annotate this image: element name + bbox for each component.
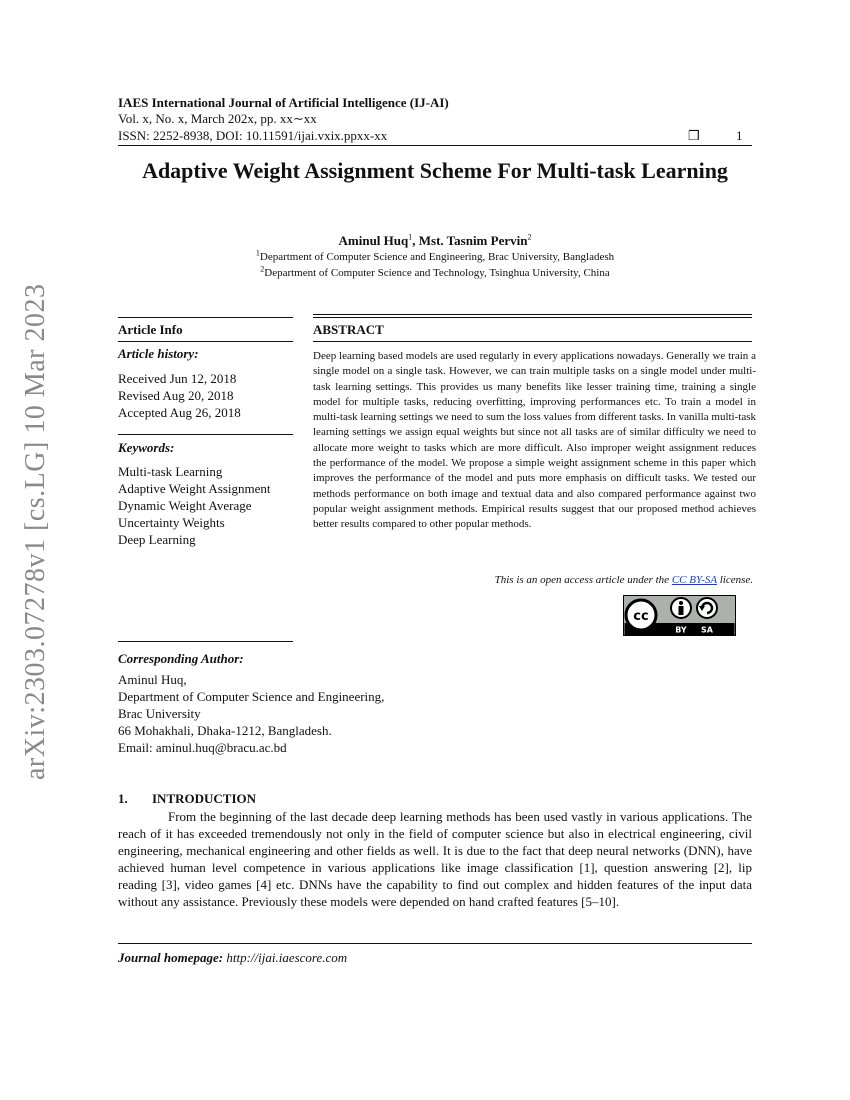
- cc-label: cc: [633, 609, 649, 624]
- corresponding-line: 66 Mohakhali, Dhaka-1212, Bangladesh.: [118, 723, 332, 738]
- affiliation-2-text: Department of Computer Science and Technology, Tsinghua University, China: [264, 267, 610, 279]
- box-icon: ❒: [688, 128, 700, 143]
- journal-issn-doi: ISSN: 2252-8938, DOI: 10.11591/ijai.vxix.ppxx-xx: [118, 128, 388, 143]
- abstract-text: Deep learning based models are used regularly in every applications nowadays. Generally we train a single model on a single task. However, we can train multiple tasks on a single model under multi-task learning settings. This provides us many benefits like lesser training time, training a single model for multiple tasks, reducing overfitting, improving performances etc. To train a model in multi-task learning settings we need to sum the loss values from different tasks. In vanilla multi-task learning settings we assign equal weights but since not all tasks are of similar difficulty we need to allocate more weight to tasks which are more difficult. Also improper weight assignment reduces the performance of the model. We propose a simple weight assignment scheme in this paper which improves the performance of the model and puts more emphasis on difficult tasks. We tested our methods performance on both image and textual data and also compared performance against two popular weight assignment methods. Empirical results suggest that our proposed method achieves better results compared to other popular methods.: [313, 350, 756, 531]
- journal-volume: Vol. x, No. x, March 202x, pp. xx∼xx: [118, 111, 317, 126]
- corresponding-line: Aminul Huq,: [118, 672, 187, 687]
- affiliation-1-text: Department of Computer Science and Engineering, Brac University, Bangladesh: [259, 251, 615, 263]
- intro-heading: [118, 791, 256, 807]
- keyword-item: Adaptive Weight Assignment: [118, 481, 271, 496]
- article-info-top-rule: [118, 317, 293, 318]
- intro-paragraph: From the beginning of the last decade deep learning methods has been used vastly in various applications. The reach of it has exceeded tremendously not only in the field of computer science but also in electrical engineering, civil engineering, mechanical engineering and other fields as well. It is due to the fact that deep neural networks (DNN), have achieved human level competence in various applications like image classification [1], question answering [2], lip reading [3], video games [4] etc. DNNs have the capability to find out complex and hidden features of the input data without any assistance. Previously these models were depended on hand crafted features [5–10].: [118, 809, 752, 909]
- arxiv-stamp: arXiv:2303.07278v1 [cs.LG] 10 Mar 2023: [20, 283, 51, 780]
- keywords-rule: [118, 434, 293, 435]
- affiliation-1-mark: 1: [255, 248, 260, 258]
- corresponding-line: Department of Computer Science and Engineering,: [118, 689, 385, 704]
- history-received: Received Jun 12, 2018: [118, 371, 237, 386]
- history-accepted: Accepted Aug 26, 2018: [118, 405, 241, 420]
- author-2-affiliation-mark: 2: [527, 232, 532, 242]
- license-statement: [495, 574, 753, 586]
- license-link[interactable]: CC BY-SA: [671, 574, 717, 586]
- page-number: 1: [736, 128, 743, 143]
- abstract-top-rule-2: [313, 317, 752, 318]
- keyword-item: Multi-task Learning: [118, 464, 223, 479]
- article-info-rule: [118, 341, 293, 342]
- license-prefix: This is an open access article under the: [494, 574, 672, 586]
- abstract-heading: ABSTRACT: [313, 322, 384, 337]
- affiliation-1: [118, 250, 752, 264]
- keyword-item: Deep Learning: [118, 532, 196, 547]
- affiliation-2: [118, 266, 752, 280]
- abstract-rule: [313, 341, 752, 342]
- author-1: Aminul Huq: [338, 233, 409, 248]
- author-2: Mst. Tasnim Pervin: [418, 233, 528, 248]
- article-history-label: Article history:: [118, 346, 199, 361]
- keywords-list: [118, 463, 271, 548]
- journal-name: IAES International Journal of Artificial Intelligence (IJ-AI): [118, 95, 449, 110]
- article-history-list: [118, 370, 241, 421]
- corresponding-heading: Corresponding Author:: [118, 651, 244, 666]
- author-line: [118, 233, 752, 249]
- affiliation-2-mark: 2: [260, 264, 265, 274]
- sa-label: SA: [701, 625, 713, 635]
- keywords-label: Keywords:: [118, 440, 175, 455]
- article-info-heading: Article Info: [118, 322, 183, 337]
- corresponding-line: Brac University: [118, 706, 201, 721]
- cc-by-sa-badge-icon: [623, 595, 736, 636]
- intro-title: INTRODUCTION: [152, 791, 257, 806]
- corresponding-rule: [118, 641, 293, 642]
- footer-rule: [118, 943, 752, 944]
- history-revised: Revised Aug 20, 2018: [118, 388, 234, 403]
- paper-title: Adaptive Weight Assignment Scheme For Multi-task Learning: [142, 158, 728, 183]
- homepage-label: Journal homepage:: [118, 950, 224, 965]
- journal-homepage: [118, 950, 347, 966]
- keyword-item: Uncertainty Weights: [118, 515, 225, 530]
- by-label: BY: [675, 625, 687, 635]
- abstract-top-rule-1: [313, 314, 752, 315]
- license-suffix: license.: [716, 574, 753, 586]
- header-rule: [118, 145, 752, 146]
- keyword-item: Dynamic Weight Average: [118, 498, 252, 513]
- homepage-url[interactable]: http://ijai.iaescore.com: [226, 950, 348, 965]
- intro-number: 1.: [118, 791, 128, 806]
- author-1-affiliation-mark: 1: [408, 232, 413, 242]
- corresponding-email: Email: aminul.huq@bracu.ac.bd: [118, 740, 287, 755]
- corresponding-author-block: [118, 650, 384, 756]
- author-separator: ,: [412, 233, 419, 248]
